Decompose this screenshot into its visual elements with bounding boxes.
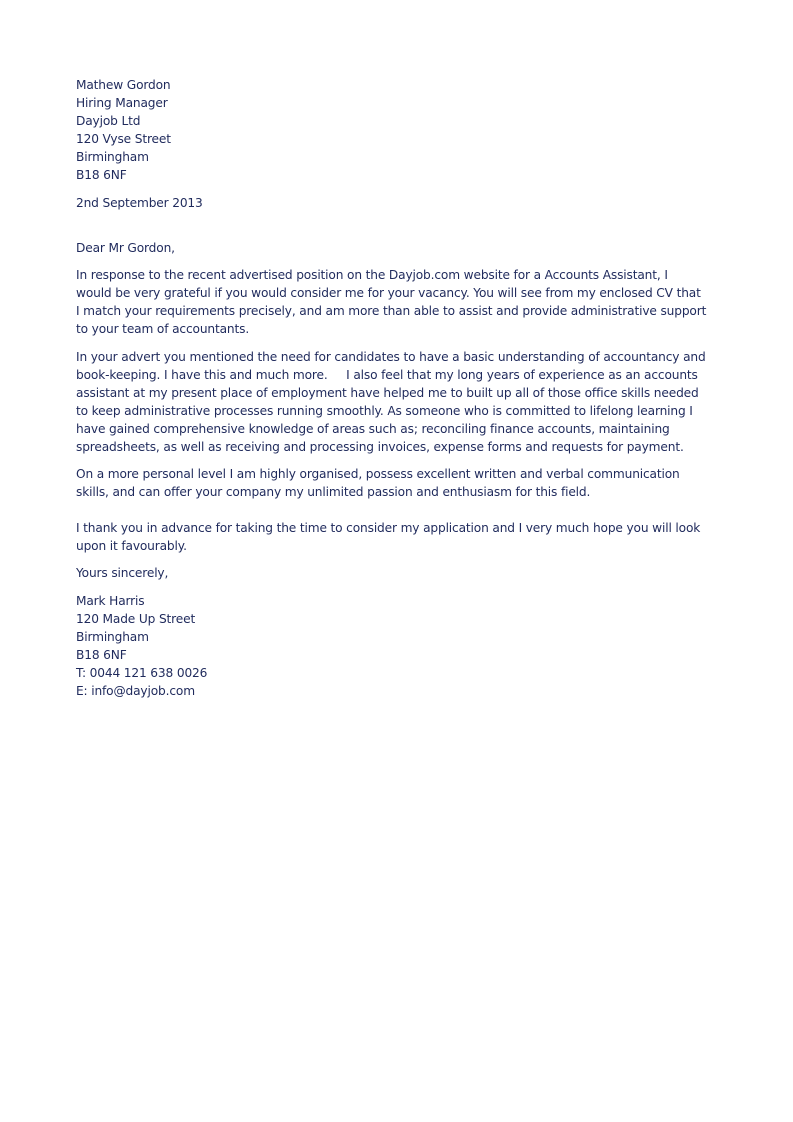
recipient-name: Mathew Gordon (76, 78, 171, 92)
salutation (76, 239, 721, 257)
paragraph-line: skills, and can offer your company my unlimited passion and enthusiasm for this field. (76, 485, 591, 499)
sender-postcode: B18 6NF (76, 648, 127, 662)
paragraph-1 (76, 266, 721, 338)
recipient-title: Hiring Manager (76, 96, 168, 110)
sender-name: Mark Harris (76, 594, 145, 608)
paragraph-line: to your team of accountants. (76, 322, 250, 336)
recipient-company: Dayjob Ltd (76, 114, 141, 128)
sender-city: Birmingham (76, 630, 149, 644)
salutation-text: Dear Mr Gordon, (76, 241, 175, 255)
closing-text: Yours sincerely, (76, 566, 169, 580)
paragraph-line: to keep administrative processes running smoothly. As someone who is committed to lifelong learning I (76, 404, 693, 418)
sender-street: 120 Made Up Street (76, 612, 196, 626)
sender-email: E: info@dayjob.com (76, 684, 195, 698)
paragraph-line: assistant at my present place of employment have helped me to built up all of those office skills needed (76, 386, 699, 400)
recipient-city: Birmingham (76, 150, 149, 164)
recipient-postcode: B18 6NF (76, 168, 127, 182)
recipient-street: 120 Vyse Street (76, 132, 171, 146)
paragraph-3 (76, 465, 721, 501)
paragraph-2 (76, 348, 721, 456)
paragraph-line: In response to the recent advertised position on the Dayjob.com website for a Accounts Assistant, I (76, 268, 668, 282)
paragraph-line: I thank you in advance for taking the time to consider my application and I very much hope you will look (76, 521, 701, 535)
sender-details (76, 592, 721, 700)
paragraph-line: would be very grateful if you would consider me for your vacancy. You will see from my enclosed CV that (76, 286, 701, 300)
sender-phone: T: 0044 121 638 0026 (76, 666, 208, 680)
paragraph-4 (76, 519, 721, 555)
paragraph-line: I match your requirements precisely, and am more than able to assist and provide administrative support (76, 304, 707, 318)
paragraph-line: In your advert you mentioned the need for candidates to have a basic understanding of accountancy and (76, 350, 706, 364)
paragraph-line: spreadsheets, as well as receiving and processing invoices, expense forms and requests for payment. (76, 440, 684, 454)
paragraph-line: On a more personal level I am highly organised, possess excellent written and verbal communication (76, 467, 680, 481)
recipient-address (76, 76, 721, 184)
paragraph-line: have gained comprehensive knowledge of areas such as; reconciling finance accounts, maintaining (76, 422, 670, 436)
letter-date (76, 194, 721, 212)
paragraph-line: upon it favourably. (76, 539, 187, 553)
paragraph-line: book-keeping. I have this and much more. I also feel that my long years of experience as an accounts (76, 368, 698, 382)
date-text: 2nd September 2013 (76, 196, 203, 210)
closing (76, 564, 721, 582)
